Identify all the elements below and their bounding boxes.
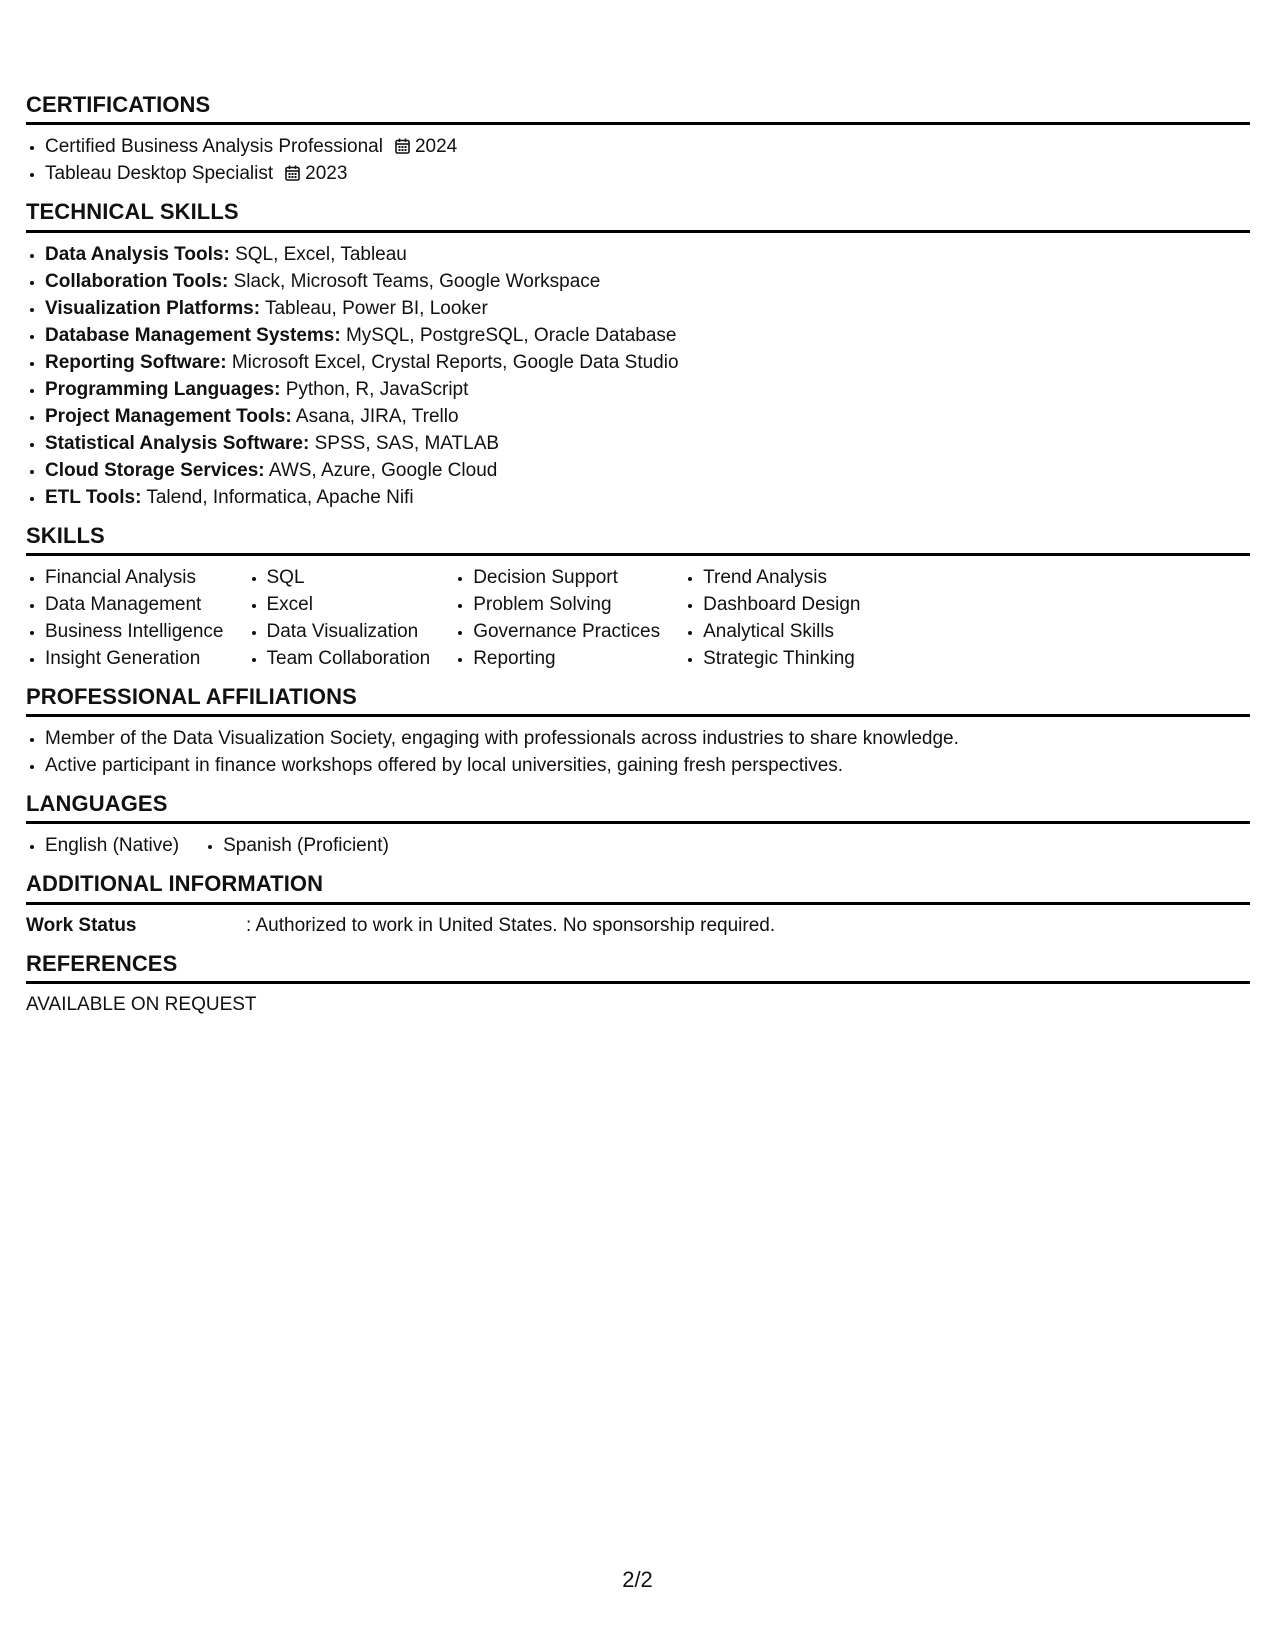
skills-grid (26, 564, 1250, 672)
certification-year: 2023 (305, 163, 348, 185)
work-status-value: : Authorized to work in United States. No sponsorship required. (246, 914, 776, 936)
skills-column (454, 564, 660, 672)
resume-page (26, 92, 1250, 1030)
skill-values: Slack, Microsoft Teams, Google Workspace (233, 270, 601, 292)
calendar-icon (395, 138, 410, 154)
certification-date (285, 163, 347, 184)
list-item: • Strategic Thinking (703, 645, 860, 672)
list-item: • Member of the Data Visualization Society, engaging with professionals across industries to share knowledge. (45, 725, 1250, 752)
list-item: • English (Native) (45, 832, 179, 859)
certification-date (395, 136, 457, 157)
additional-info-section (26, 871, 1250, 938)
list-item (45, 295, 1250, 322)
list-item: • SQL (267, 564, 431, 591)
list-item (45, 484, 1250, 511)
skills-section (26, 523, 1250, 672)
list-item (45, 457, 1250, 484)
technical-skills-section (26, 199, 1250, 510)
affiliations-heading: PROFESSIONAL AFFILIATIONS (26, 684, 1250, 717)
skills-column (26, 564, 224, 672)
skills-column (684, 564, 860, 672)
skill-category: Reporting Software: (45, 351, 227, 373)
skills-heading: SKILLS (26, 523, 1250, 556)
affiliations-section (26, 684, 1250, 779)
list-item: • Reporting (473, 645, 660, 672)
list-item: • Team Collaboration (267, 645, 431, 672)
list-item: • Dashboard Design (703, 591, 860, 618)
list-item (45, 241, 1250, 268)
additional-info-heading: ADDITIONAL INFORMATION (26, 871, 1250, 904)
work-status-row (26, 913, 1250, 939)
references-section (26, 951, 1250, 1018)
list-item: • Data Visualization (267, 618, 431, 645)
skill-values: SQL, Excel, Tableau (235, 243, 407, 265)
list-item (45, 133, 1250, 160)
technical-skills-list (26, 241, 1250, 511)
skill-category: Visualization Platforms: (45, 297, 261, 319)
list-item: • Governance Practices (473, 618, 660, 645)
skill-values: Asana, JIRA, Trello (295, 405, 459, 427)
languages-list (26, 832, 1250, 859)
list-item: • Problem Solving (473, 591, 660, 618)
skills-column (248, 564, 431, 672)
list-item (45, 322, 1250, 349)
list-item: • Analytical Skills (703, 618, 860, 645)
list-item (45, 349, 1250, 376)
skill-values: Microsoft Excel, Crystal Reports, Google Data Studio (231, 351, 679, 373)
skill-values: Talend, Informatica, Apache Nifi (146, 486, 414, 508)
skill-values: AWS, Azure, Google Cloud (268, 459, 498, 481)
skill-category: Cloud Storage Services: (45, 459, 265, 481)
certification-year: 2024 (414, 136, 458, 158)
skill-values: Python, R, JavaScript (285, 378, 469, 400)
certification-name: Certified Business Analysis Professional (45, 136, 383, 158)
skill-category: Statistical Analysis Software: (45, 432, 310, 454)
list-item: • Business Intelligence (45, 618, 224, 645)
certifications-section (26, 92, 1250, 187)
list-item (45, 403, 1250, 430)
list-item: • Excel (267, 591, 431, 618)
skill-values: MySQL, PostgreSQL, Oracle Database (345, 324, 677, 346)
list-item (45, 268, 1250, 295)
skill-category: Project Management Tools: (45, 405, 292, 427)
references-heading: REFERENCES (26, 951, 1250, 984)
skill-category: Database Management Systems: (45, 324, 341, 346)
technical-skills-heading: TECHNICAL SKILLS (26, 199, 1250, 232)
list-item (45, 376, 1250, 403)
skill-category: Data Analysis Tools: (45, 243, 230, 265)
list-item: • Decision Support (473, 564, 660, 591)
skill-values: SPSS, SAS, MATLAB (314, 432, 500, 454)
skill-category: Programming Languages: (45, 378, 281, 400)
list-item: • Active participant in finance workshops offered by local universities, gaining fresh perspectives. (45, 752, 1250, 779)
skill-values: Tableau, Power BI, Looker (264, 297, 488, 319)
list-item (45, 430, 1250, 457)
work-status-label: Work Status (26, 914, 137, 936)
list-item: • Spanish (Proficient) (223, 832, 389, 859)
list-item: • Financial Analysis (45, 564, 224, 591)
list-item: • Data Management (45, 591, 224, 618)
languages-section (26, 791, 1250, 859)
list-item: • Trend Analysis (703, 564, 860, 591)
affiliations-list (26, 725, 1250, 779)
languages-heading: LANGUAGES (26, 791, 1250, 824)
list-item (45, 160, 1250, 187)
certifications-list (26, 133, 1250, 187)
page-number: 2/2 (622, 1567, 653, 1592)
certification-name: Tableau Desktop Specialist (45, 163, 274, 185)
calendar-icon (285, 165, 300, 181)
skill-category: Collaboration Tools: (45, 270, 229, 292)
skill-category: ETL Tools: (45, 486, 142, 508)
list-item: • Insight Generation (45, 645, 224, 672)
references-text: AVAILABLE ON REQUEST (26, 994, 257, 1016)
certifications-heading: CERTIFICATIONS (26, 92, 1250, 125)
